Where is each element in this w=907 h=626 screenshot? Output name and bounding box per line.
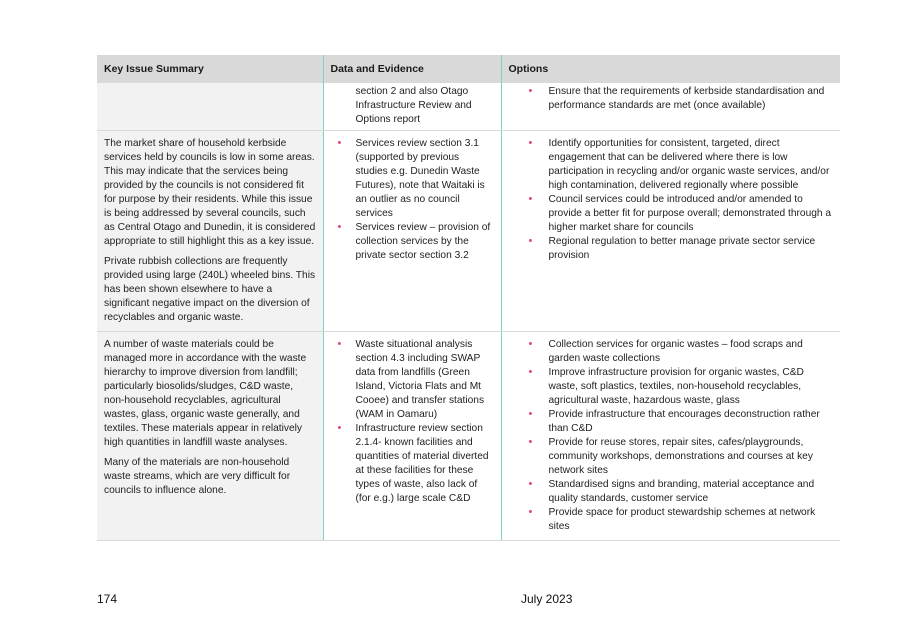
summary-paragraph: The market share of household kerbside services held by councils is low in some areas. This may indicate that the services being provided by the councils is not considered fit for purpose by their residents. While this issue is being addressed by several councils, such as Central Otago and Dunedin, it is considered appropriate to still highlight this as a key issue. <box>104 138 316 247</box>
bullet-icon: • <box>528 478 533 490</box>
evidence-item: • Services review – provision of collection services by the private sector section 3.2 <box>337 221 491 261</box>
key-issues-table <box>97 55 840 541</box>
table-row <box>97 83 840 131</box>
evidence-item: • Infrastructure review section 2.1.4- known facilities and quantities of material diverted at these facilities for these types of waste, also lack of (for e.g.) large scale C&D <box>337 422 489 504</box>
option-item: • Provide infrastructure that encourages deconstruction rather than C&D <box>528 408 820 434</box>
header-options: Options <box>501 55 840 83</box>
options-cell <box>501 332 840 541</box>
option-item: • Collection services for organic wastes – food scraps and garden waste collections <box>528 338 803 364</box>
bullet-icon: • <box>337 221 342 233</box>
option-item: • Ensure that the requirements of kerbside standardisation and performance standards are met (once available) <box>528 85 825 111</box>
option-item: • Regional regulation to better manage private sector service provision <box>528 235 816 261</box>
evidence-cell <box>323 131 501 332</box>
options-cell <box>501 131 840 332</box>
bullet-icon: • <box>528 338 533 350</box>
summary-cell <box>97 131 323 332</box>
summary-cell <box>97 332 323 541</box>
table-header-row <box>97 55 840 83</box>
evidence-item: • Waste situational analysis section 4.3 including SWAP data from landfills (Green Island, Victoria Flats and Mt Cooee) and transfer stations (WAM in Oamaru) <box>337 338 485 420</box>
bullet-icon: • <box>528 193 533 205</box>
summary-cell <box>97 83 323 131</box>
bullet-icon: • <box>528 506 533 518</box>
bullet-icon: • <box>337 338 342 350</box>
bullet-icon: • <box>528 85 533 97</box>
option-item: • Council services could be introduced and/or amended to provide a better fit for purpose overall; demonstrated through a higher market share for councils <box>528 193 832 233</box>
table-row <box>97 332 840 541</box>
summary-paragraph: A number of waste materials could be managed more in accordance with the waste hierarchy to improve diversion from landfill; particularly biosolids/sludges, C&D waste, non-household recyclables, agricultural wastes, glass, organic waste generally, and textiles. These materials appear in relatively high quantities in landfill waste analyses. <box>104 339 307 448</box>
bullet-icon: • <box>337 137 342 149</box>
bullet-icon: • <box>528 408 533 420</box>
option-item: • Provide space for product stewardship schemes at network sites <box>528 506 816 532</box>
option-item: • Identify opportunities for consistent, targeted, direct engagement that can be delivered where there is low participation in recycling and/or organic waste services, and/or high contamination, delivered regionally where possible <box>528 137 830 191</box>
footer-date: July 2023 <box>521 592 573 606</box>
evidence-item: • Services review section 3.1 (supported by previous studies e.g. Dunedin Waste Futures), note that Waitaki is an outlier as no council services <box>337 137 485 219</box>
bullet-icon: • <box>528 366 533 378</box>
bullet-icon: • <box>528 436 533 448</box>
bullet-icon: • <box>528 235 533 247</box>
bullet-icon: • <box>528 137 533 149</box>
table-row <box>97 131 840 332</box>
evidence-cell <box>323 332 501 541</box>
evidence-cell <box>323 83 501 131</box>
option-item: • Improve infrastructure provision for organic wastes, C&D waste, soft plastics, textiles, non-household recyclables, agricultural waste, hazardous waste, glass <box>528 366 804 406</box>
bullet-icon: • <box>337 422 342 434</box>
evidence-continuation-text: section 2 and also Otago Infrastructure Review and Options report <box>355 86 472 125</box>
header-data-and-evidence: Data and Evidence <box>323 55 501 83</box>
options-cell <box>501 83 840 131</box>
option-item: • Provide for reuse stores, repair sites, cafes/playgrounds, community workshops, demonstrations and courses at key network sites <box>528 436 813 476</box>
header-key-issue-summary: Key Issue Summary <box>97 55 323 83</box>
option-item: • Standardised signs and branding, material acceptance and quality standards, customer service <box>528 478 815 504</box>
summary-paragraph: Many of the materials are non-household waste streams, which are very difficult for councils to influence alone. <box>104 457 291 496</box>
summary-paragraph: Private rubbish collections are frequently provided using large (240L) wheeled bins. This has been shown elsewhere to have a significant negative impact on the diversion of recyclables and organic waste. <box>104 256 316 323</box>
page-number: 174 <box>97 592 118 606</box>
